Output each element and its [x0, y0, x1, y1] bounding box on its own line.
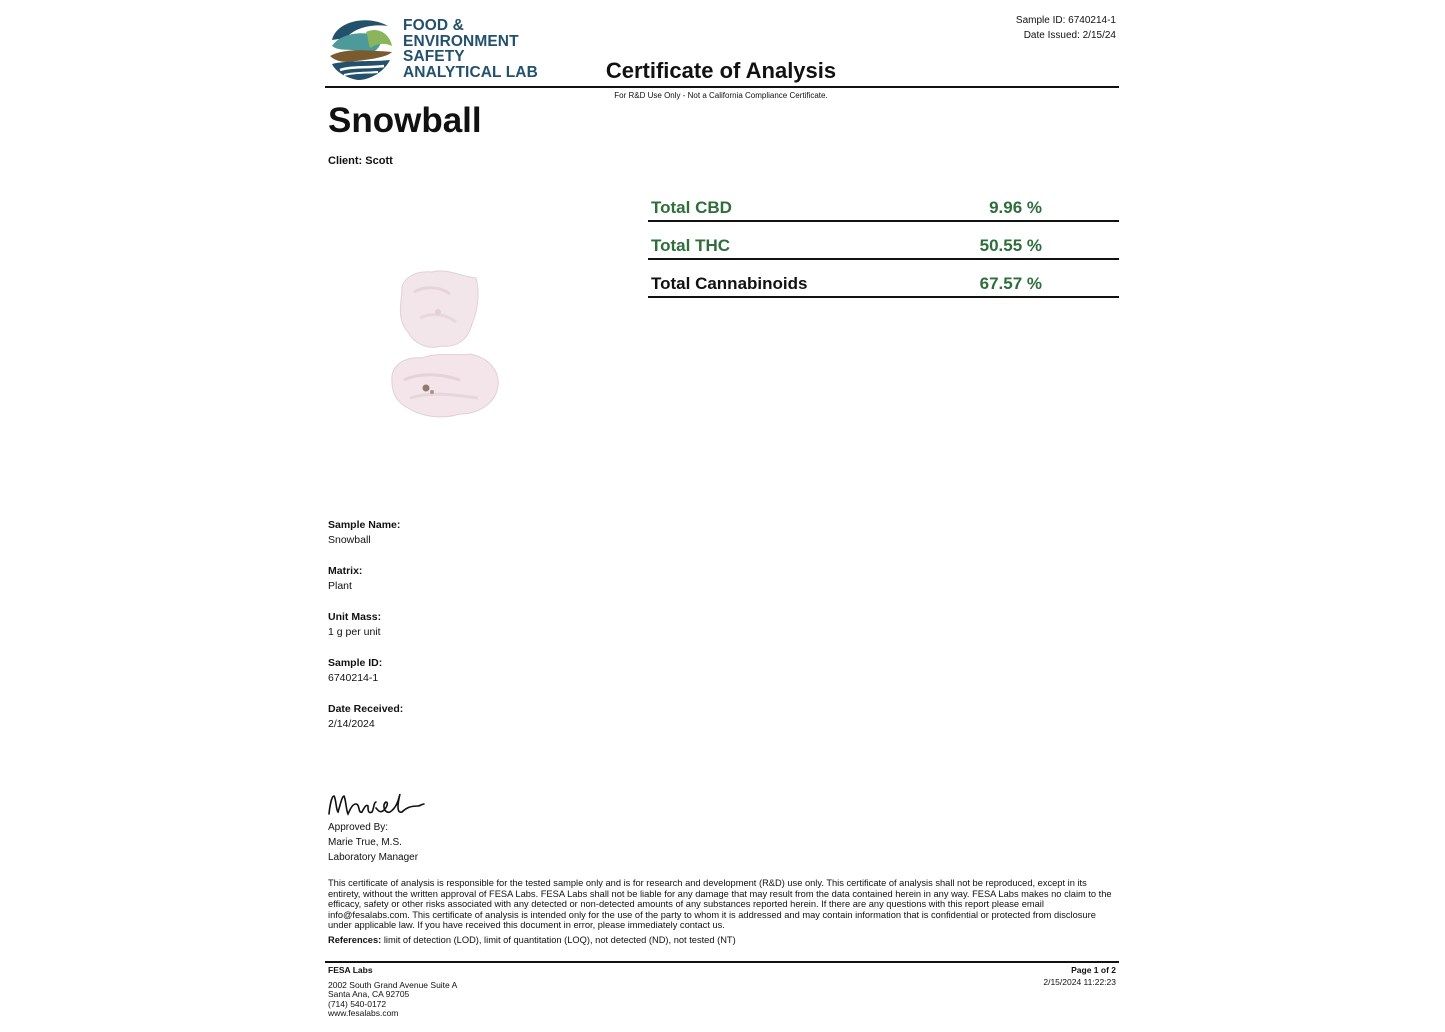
footer-timestamp: 2/15/2024 11:22:23 [1043, 976, 1116, 987]
footer-address [328, 966, 457, 1019]
cannabinoid-summary [648, 194, 1119, 298]
info-sample-id [328, 656, 403, 686]
fesa-logo-icon [326, 12, 398, 84]
header-sample-id: Sample ID: 6740214-1 [1015, 15, 1116, 26]
summary-label: Total CBD [651, 198, 732, 217]
info-label: Date Received: [328, 703, 404, 715]
info-value: 1 g per unit [328, 626, 381, 638]
footer-address-line: Santa Ana, CA 92705 [328, 989, 410, 1000]
approver-name: Marie True, M.S. [328, 837, 402, 848]
logo-line: SAFETY [403, 48, 465, 65]
approved-by-label: Approved By: [328, 822, 389, 833]
signature-icon [326, 784, 426, 822]
footer-meta [1043, 966, 1116, 987]
logo-line: FOOD & [403, 17, 464, 34]
sample-photo-icon [380, 262, 510, 427]
summary-row-total-cbd [648, 194, 1119, 222]
info-label: Sample ID: [328, 657, 383, 669]
footer-address-line: 2002 South Grand Avenue Suite A [328, 979, 458, 990]
signature [326, 784, 426, 822]
footer-divider [325, 961, 1119, 963]
info-value: Snowball [328, 534, 371, 546]
references-label: References: [328, 935, 382, 945]
info-unit-mass [328, 610, 403, 640]
summary-label: Total Cannabinoids [651, 274, 808, 293]
info-label: Matrix: [328, 565, 363, 577]
sample-photo [380, 262, 510, 427]
info-date-received [328, 702, 403, 732]
info-label: Unit Mass: [328, 611, 382, 623]
lab-logo [326, 12, 538, 84]
logo-wordmark [403, 18, 538, 80]
legal-disclaimer: This certificate of analysis is responsible for the tested sample only and is for research and development (R&D) use only. This certificate of analysis shall not be reproduced, except in its entirety, without the written approval of FESA Labs. FESA Labs shall not be liable for any damage that may result from the data contained herein in any way. FESA Labs makes no claim to the efficacy, safety or other risks associated with any detected or non-detected amounts of any substances reported herein. If there are any questions with this report please email info@fesalabs.com. This certificate of analysis is intended only for the use of the party to whom it is addressed and may contain information that is confidential or protected from disclosure under applicable law. If you have received this document in error, please immediately contact us. [328, 878, 1112, 931]
footer-website[interactable]: www.fesalabs.com [328, 1008, 399, 1019]
summary-label: Total THC [651, 236, 731, 255]
references-text: limit of detection (LOD), limit of quantitation (LOQ), not detected (ND), not tested (NT) [383, 935, 736, 945]
summary-value: 50.55 % [979, 236, 1042, 255]
approver-role: Laboratory Manager [328, 852, 419, 863]
info-label: Sample Name: [328, 519, 401, 531]
product-name: Snowball [328, 101, 482, 140]
summary-value: 9.96 % [989, 198, 1042, 217]
logo-line: ANALYTICAL LAB [403, 63, 538, 81]
info-value: 2/14/2024 [328, 718, 375, 730]
references [328, 935, 736, 945]
client-name: Client: Scott [328, 155, 393, 167]
info-value: 6740214-1 [328, 672, 379, 684]
footer-phone: (714) 540-0172 [328, 998, 387, 1009]
footer-lab-name: FESA Labs [328, 965, 373, 975]
approval-block [328, 820, 418, 865]
page-number: Page 1 of 2 [1071, 965, 1116, 975]
summary-row-total-thc [648, 222, 1119, 260]
compliance-disclaimer: For R&D Use Only - Not a California Compliance Certificate. [614, 91, 828, 100]
header-divider [325, 86, 1119, 88]
info-sample-name [328, 518, 403, 548]
page-title: Certificate of Analysis [605, 58, 837, 83]
sample-info [328, 518, 403, 748]
summary-value: 67.57 % [979, 274, 1042, 293]
summary-row-total-cannabinoids [648, 260, 1119, 298]
info-value: Plant [328, 580, 352, 592]
info-matrix [328, 564, 403, 594]
logo-line: ENVIRONMENT [403, 32, 519, 50]
header-date-issued: Date Issued: 2/15/24 [1023, 30, 1116, 41]
